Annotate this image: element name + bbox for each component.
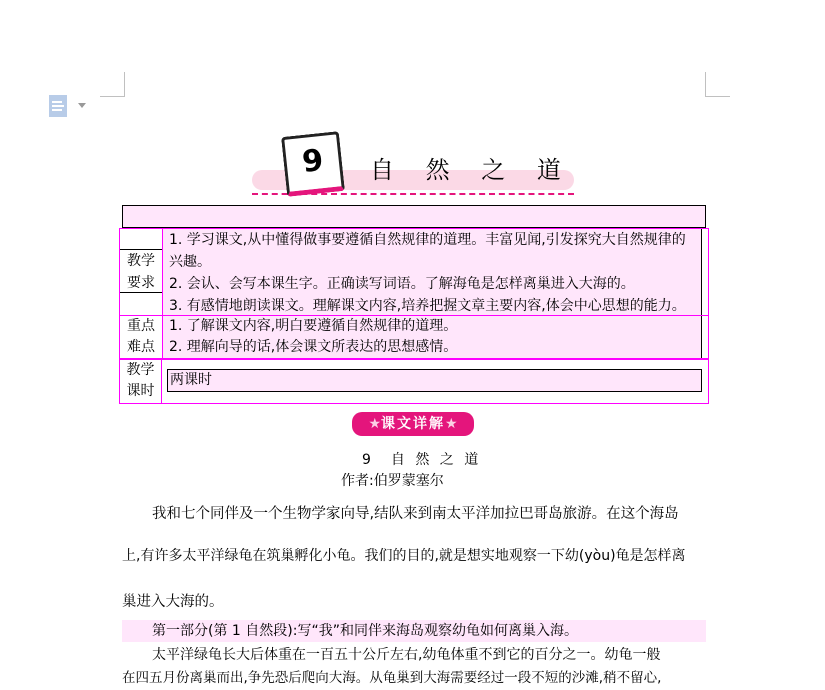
paragraph-line: 在四五月份离巢而出,争先恐后爬向大海。从龟巢到大海需要经过一段不短的沙滩,稍不留心,	[122, 670, 662, 686]
hours-cell: 两课时	[167, 369, 702, 392]
row-divider	[119, 358, 709, 360]
paragraph-line: 太平洋绿龟长大后体重在一百五十公斤左右,幼龟体重不到它的百分之一。幼龟一般	[152, 647, 661, 663]
row-label-hours: 教学 课时	[120, 360, 162, 403]
title-banner	[252, 124, 574, 196]
row-label-key-points: 重点 难点	[127, 318, 155, 355]
lesson-title: 自 然 之 道	[370, 156, 573, 184]
margin-corner-right	[705, 72, 730, 97]
margin-corner-left	[100, 72, 125, 97]
document-icon[interactable]	[49, 95, 67, 117]
requirements-cell: 1. 学习课文,从中懂得做事要遵循自然规律的道理。丰富见闻,引发探究大自然规律的 兴趣。 2. 会认、会写本课生字。正确读写词语。了解海龟是怎样离巢进入大海的。 3. 有感情地朗读课文。理解课文内容,培养把握文章主要内容,体会中心思想的能力。	[162, 229, 702, 315]
table-header-row	[122, 205, 706, 228]
calendar-icon	[281, 131, 345, 197]
lesson-number: 9	[300, 143, 325, 181]
paragraph-line: 巢进入大海的。	[122, 594, 224, 610]
paragraph-line: 上,有许多太平洋绿龟在筑巢孵化小龟。我们的目的,就是想实地观察一下幼(yòu)龟是怎样离	[122, 548, 686, 564]
section-summary: 第一部分(第 1 自然段):写“我”和同伴来海岛观察幼龟如何离巢入海。	[122, 620, 706, 642]
chevron-down-icon[interactable]	[78, 103, 86, 108]
section-badge: ★课文详解★	[352, 412, 474, 436]
paragraph-line: 我和七个同伴及一个生物学家向导,结队来到南太平洋加拉巴哥岛旅游。在这个海岛	[152, 506, 679, 522]
article-author: 作者:伯罗蒙塞尔	[341, 473, 444, 489]
key-points-cell: 1. 了解课文内容,明白要遵循自然规律的道理。 2. 理解向导的话,体会课文所表达的思想感情。	[162, 316, 702, 358]
star-icon: ★	[368, 416, 381, 432]
row-label-requirements: 教学 要求	[120, 249, 162, 293]
article-heading: 9 自 然 之 道	[362, 452, 482, 468]
star-icon: ★	[445, 416, 458, 432]
